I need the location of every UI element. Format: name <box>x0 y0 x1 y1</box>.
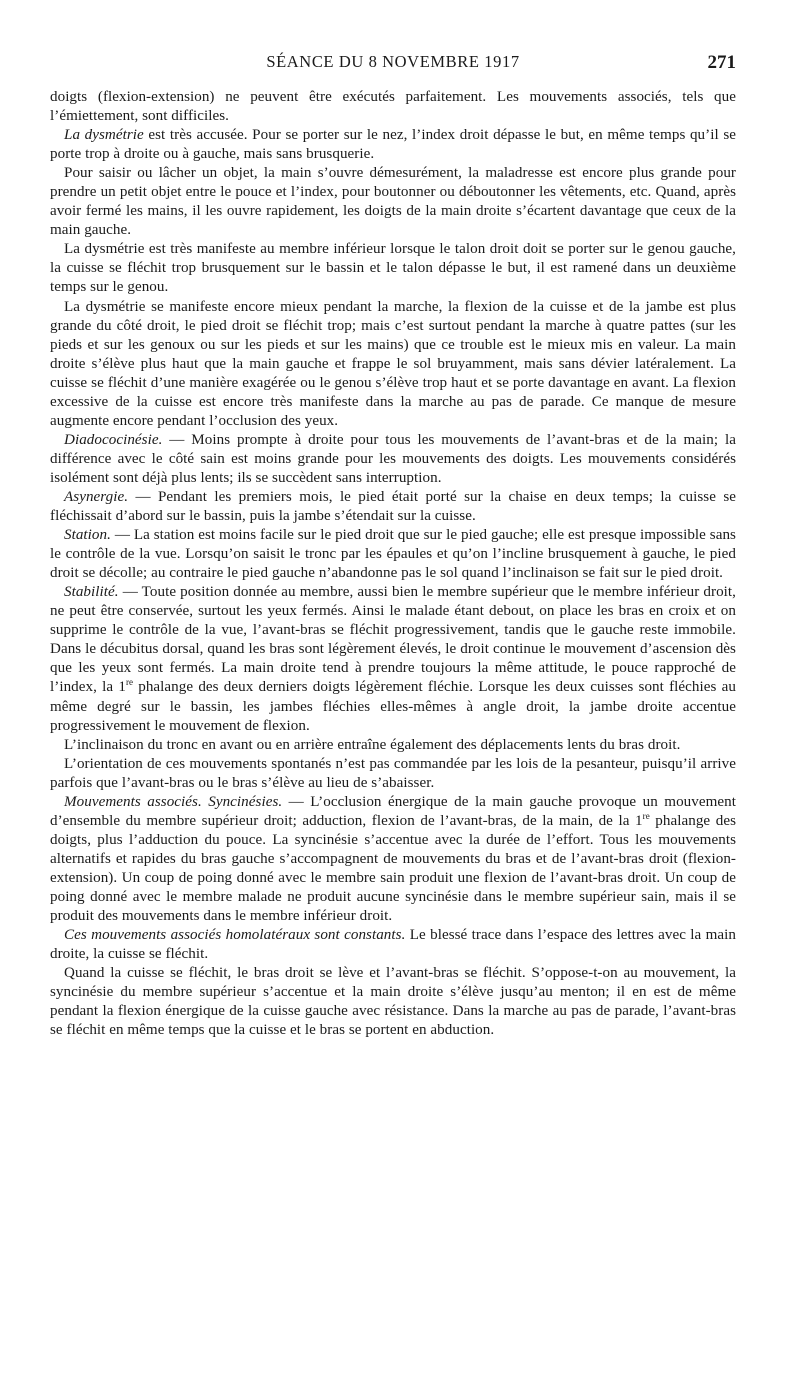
paragraph-text: est très accusée. Pour se porter sur le nez, l’index droit dépasse le but, en même temps qu’il se porte trop à droite ou à gauche, mais sans brusquerie. <box>50 127 736 163</box>
paragraph-lead: Ces mouvements associés homolatéraux sont constants. <box>64 927 406 944</box>
paragraph-text: La dysmétrie est très manifeste au membre inférieur lorsque le talon droit doit se porter sur le genou gauche, la cuisse se fléchit trop brusquement sur le bassin et le talon dépasse le but, il est ramené dans un deuxième temps sur le genou. <box>50 241 736 296</box>
paragraph-text: — Moins prompte à droite pour tous les mouvements de l’avant-bras et de la main; la différence avec le côté sain est moins grande pour les mouvements des doigts. Les mouvements considérés isolément sont déjà plus lents; ils se succèdent sans interruption. <box>50 431 736 486</box>
paragraph-text: Pour saisir ou lâcher un objet, la main s’ouvre démesurément, la maladresse est encore plus grande pour prendre un petit objet entre le pouce et l’index, pour boutonner ou déboutonner les vêtements, etc. Quand, après avoir fermé les mains, il les ouvre rapidement, les doigts de la main droite s’écartent davantage que ceux de la main gauche. <box>50 165 736 239</box>
paragraph-text: Quand la cuisse se fléchit, le bras droit se lève et l’avant-bras se fléchit. S’oppose-t-on au mouvement, la syncinésie du membre supérieur s’accentue et la main droite s’élève jusqu’au menton; il en est de même pendant la flexion énergique de la cuisse gauche avec résistance. Dans la marche au pas de parade, l’avant-bras se fléchit en même temps que la cuisse et le bras se portent en abduction. <box>50 965 736 1039</box>
article-body <box>50 88 736 1040</box>
paragraph-lead: Mouvements associés. Syncinésies. <box>64 793 283 810</box>
paragraph <box>50 298 736 431</box>
paragraph-lead: La dysmétrie <box>64 127 144 144</box>
paragraph-text: — Pendant les premiers mois, le pied était porté sur la chaise en deux temps; la cuisse se fléchissait d’abord sur le bassin, puis la jambe s’étendait sur la cuisse. <box>50 488 736 525</box>
paragraph-text: L’inclinaison du tronc en avant ou en arrière entraîne également des déplacements lents du bras droit. <box>64 736 681 753</box>
paragraph <box>50 88 736 126</box>
paragraph-text: L’orientation de ces mouvements spontanés n’est pas commandée par les lois de la pesanteur, puisqu’il arrive parfois que l’avant-bras ou le bras s’élève au lieu de s’abaisser. <box>50 755 736 791</box>
paragraph <box>50 793 736 926</box>
paragraph-lead: Stabilité. <box>64 584 119 601</box>
paragraph-text: — Toute position donnée au membre, aussi bien le membre supérieur que le membre inférieur droit, ne peut être conservée, surtout les yeux fermés. Ainsi le malade étant debout, on place les bras en croix et on supprime le contrôle de la vue, l’avant-bras se fléchit progressivement, tandis que le gauche reste immobile. Dans le décubitus dorsal, quand les bras sont légèrement élevés, le droit continue le mouvement d’ascension dès que les yeux sont fermés. La main droite tend à prendre toujours la même attitude, le pouce rapproché de l’index, la 1re phalange des deux derniers doigts légèrement fléchie. Lorsque les deux cuisses sont fléchies au même degré sur le bassin, les jambes fléchies elles-mêmes à angle droit, la jambe droite accentue progressivement le mouvement de flexion. <box>50 584 736 734</box>
paragraph-lead: Asynergie. <box>64 488 129 505</box>
paragraph <box>50 431 736 488</box>
paragraph <box>50 755 736 793</box>
running-head <box>50 52 736 78</box>
paragraph-lead: Diadococinésie. <box>64 431 163 448</box>
paragraph <box>50 926 736 964</box>
paragraph <box>50 126 736 164</box>
paragraph-text: La dysmétrie se manifeste encore mieux pendant la marche, la flexion de la cuisse et de la jambe est plus grande du côté droit, le pied droit se fléchit trop; mais c’est surtout pendant la marche à quatre pattes (sur les pieds et sur les genoux ou sur les pieds et sur les mains) que ce trouble est le mieux mis en valeur. La main droite s’élève plus haut que la main gauche et frappe le sol bruyamment, mais sans dévier latéralement. La cuisse se fléchit d’une manière exagérée ou le genou s’élève trop haut et se porte davantage en avant. La flexion excessive de la cuisse est encore très manifeste dans la marche au pas de parade. Ce manque de mesure augmente encore pendant l’occlusion des yeux. <box>50 298 736 429</box>
paragraph-text: Le blessé trace dans l’espace des lettres avec la main droite, la cuisse se fléchit. <box>50 927 736 963</box>
paragraph <box>50 964 736 1040</box>
paragraph-text: doigts (flexion-extension) ne peuvent être exécutés parfaitement. Les mouvements associés, tels que l’émiettement, sont difficiles. <box>50 89 736 125</box>
paragraph <box>50 164 736 240</box>
paragraph-lead: Station. <box>64 527 111 544</box>
paragraph-text: — L’occlusion énergique de la main gauche provoque un mouvement d’ensemble du membre supérieur droit; adduction, flexion de l’avant-bras, de la main, de la 1re phalange des doigts, plus l’adduction du pouce. La syncinésie s’accentue avec la durée de l’effort. Tous les mouvements alternatifs et rapides du bras gauche s’accompagnent de mouvements du bras et de l’avant-bras droit (flexion-extension). Un coup de poing donné avec le membre sain produit une flexion de l’avant-bras droit. Un coup de poing donné avec le membre malade ne produit aucune syncinésie dans le membre supérieur sain, mais il se produit des mouvements dans le membre inférieur droit. <box>50 793 736 925</box>
paragraph-text: — La station est moins facile sur le pied droit que sur le pied gauche; elle est presque impossible sans le contrôle de la vue. Lorsqu’on saisit le tronc par les épaules et qu’on l’incline brusquement à gauche, le pied droit se décolle; au contraire le pied gauche n’abandonne pas le sol quand l’inclinaison se fait sur le pied droit. <box>50 527 736 582</box>
page-number: 271 <box>707 52 736 73</box>
paragraph <box>50 488 736 526</box>
paragraph <box>50 526 736 583</box>
running-head-title: SÉANCE DU 8 NOVEMBRE 1917 <box>266 52 520 71</box>
paragraph <box>50 583 736 735</box>
paragraph <box>50 240 736 297</box>
paragraph <box>50 736 736 755</box>
